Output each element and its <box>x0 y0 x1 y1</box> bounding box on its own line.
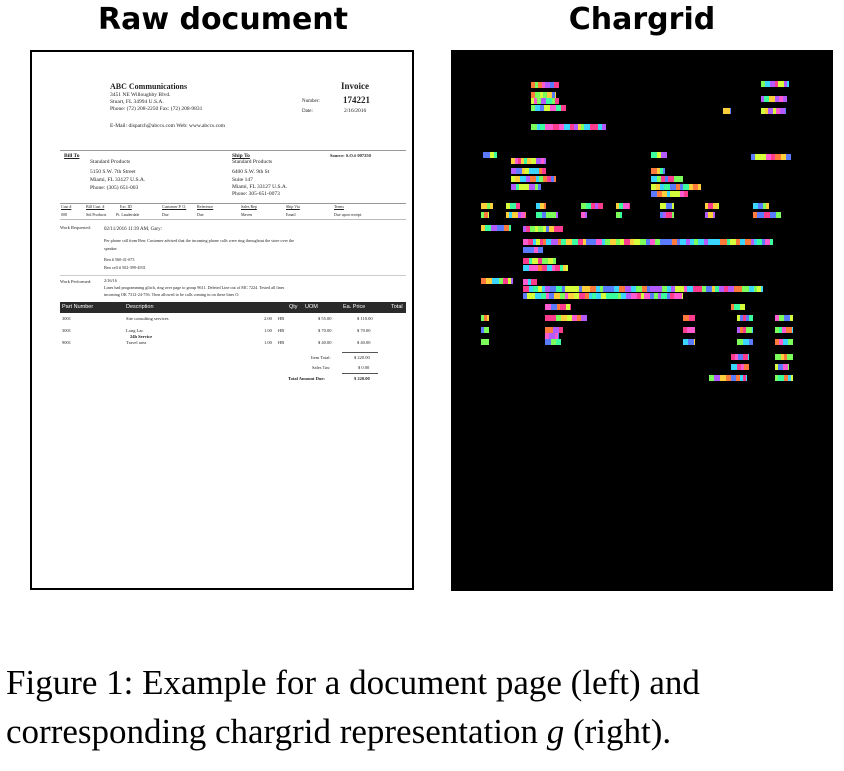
chargrid-cell <box>544 203 546 209</box>
chargrid-cell <box>553 258 556 264</box>
chargrid-cell <box>629 203 630 209</box>
figure-caption <box>6 658 838 756</box>
chargrid-cell <box>487 315 489 321</box>
chargrid-title: Chargrid <box>568 2 716 37</box>
chargrid-cell <box>790 315 793 321</box>
meta-value: 008 <box>61 212 67 217</box>
item-cell: Travel area <box>126 340 147 345</box>
chargrid-cell <box>694 339 695 345</box>
chargrid-cell <box>566 265 568 271</box>
item-cell: 1.00 <box>264 340 272 345</box>
chargrid-cell <box>602 203 603 209</box>
chargrid-cell <box>743 304 745 310</box>
meta-value: Std Products <box>86 212 107 217</box>
bill-to-line: Miami, FL 33127 U.S.A. <box>90 177 146 183</box>
line-items-header <box>60 302 406 313</box>
meta-value: Due <box>162 212 169 217</box>
company-address2: Stuart, FL 34994 U.S.A. <box>110 99 164 105</box>
chargrid-cell <box>509 225 511 231</box>
chargrid-cell <box>783 96 787 102</box>
item-cell: HR <box>278 316 285 321</box>
work-performed-line: Lines had programming glitch, ring over page to group 9611. Deleted Line out of MC 7224. Tested all lines <box>104 285 285 290</box>
chargrid-cell <box>787 354 793 360</box>
chargrid-cell <box>555 98 559 104</box>
work-requested-line: Per phone call from Ben: Customer advised that the incoming phone calls were ring throughout the store over the <box>104 238 295 243</box>
chargrid-cell <box>602 124 606 130</box>
item-total-value: $ 220.00 <box>354 355 370 360</box>
meta-header: Ext. ID <box>120 204 132 209</box>
item-cell: 24h Service <box>130 334 153 339</box>
total-due-value: $ 220.00 <box>354 376 370 381</box>
item-cell: 2.00 <box>264 316 272 321</box>
chargrid-cell <box>692 327 695 333</box>
chargrid-cell <box>792 327 793 333</box>
chargrid-cell <box>538 184 541 190</box>
total-due-label: Total Amount Due: <box>288 376 325 381</box>
work-performed-line: incoming OK 7312-24-756. Then allowed to be calls coming in on these lines O. <box>104 292 240 297</box>
work-requested-line: Ben # 560-41-673 <box>104 257 135 262</box>
meta-value: Pt. Lauderdale <box>116 212 140 217</box>
bill-to-label: Bill To <box>64 153 80 159</box>
column-header: Ea. Price <box>343 304 366 310</box>
company-phone: Phone: (72) 208-2250 Fax: (72) 208-9831 <box>110 106 203 112</box>
raw-document-title: Raw document <box>97 2 349 37</box>
bill-to-line: 5150 S.W. 7th Street <box>90 169 136 175</box>
chargrid-cell <box>718 203 719 209</box>
chargrid-cell <box>672 203 674 209</box>
work-performed-label: Work Performed: <box>60 279 92 284</box>
company-contact: E-Mail: dispatch@abccs.com Web: www.abccs.com <box>110 123 226 129</box>
meta-header: Bill Cust. # <box>86 204 105 209</box>
item-cell: 3001 <box>62 328 71 333</box>
item-cell: 1.00 <box>264 328 272 333</box>
totals-divider <box>342 373 378 374</box>
meta-header: Sales Rep <box>241 204 257 209</box>
chargrid-cell <box>556 339 561 345</box>
chargrid-cell <box>748 354 749 360</box>
chargrid-cell <box>488 212 489 218</box>
bill-to-line: Phone: (305) 651-003 <box>90 185 139 191</box>
chargrid-cell <box>749 339 753 345</box>
chargrid-cell <box>785 108 786 114</box>
item-cell: HR <box>278 328 285 333</box>
chargrid-cell <box>559 327 563 333</box>
item-cell: Long Lac <box>126 328 144 333</box>
item-cell: 9001 <box>62 340 71 345</box>
company-address1: 3451 NE Willoughby Blvd. <box>110 92 171 98</box>
date-label: Date: <box>302 109 313 114</box>
chargrid-cell <box>525 212 526 218</box>
ship-to-line: Phone: 305-651-0073 <box>232 191 280 197</box>
work-requested-line: 02/11/2016 11:39 AM, Gary: <box>104 227 162 232</box>
chargrid-cell <box>484 339 489 345</box>
chargrid-cell <box>554 176 556 182</box>
chargrid-cell <box>788 339 793 345</box>
chargrid-cell <box>663 168 665 174</box>
chargrid-cell <box>585 212 587 218</box>
chargrid-cell <box>698 184 701 190</box>
sales-tax-label: Sales Tax: <box>312 365 331 370</box>
caption-text: corresponding chargrid representation <box>6 712 547 751</box>
chargrid-cell <box>484 327 489 333</box>
totals-divider <box>342 352 378 353</box>
invoice-number: 174221 <box>343 95 370 105</box>
chargrid-cell <box>788 364 789 370</box>
ship-to-label: Ship To <box>232 153 250 159</box>
caption-variable: g <box>546 712 565 751</box>
chargrid-cell <box>682 293 683 299</box>
work-requested-line: speaker. <box>104 246 118 251</box>
meta-value: Due upon receipt <box>334 212 362 217</box>
chargrid-cell <box>672 212 674 218</box>
chargrid-cell <box>744 364 749 370</box>
invoice-date: 2/16/2016 <box>344 108 367 114</box>
chargrid-cell <box>749 315 753 321</box>
sales-tax-value: $ 0.00 <box>358 365 370 370</box>
ship-to-line: Standard Products <box>232 159 273 165</box>
chargrid-cell <box>791 375 793 381</box>
meta-header: Cust # <box>61 204 72 209</box>
header-divider <box>60 150 406 151</box>
item-total-label: Item Total: <box>311 355 331 360</box>
item-cell: 3001 <box>62 316 71 321</box>
chargrid-cell <box>570 304 571 310</box>
chargrid-cell <box>531 279 537 285</box>
column-header: UOM <box>305 304 318 310</box>
ship-to-line: Suite 147 <box>232 177 253 183</box>
chargrid-cell <box>554 82 559 88</box>
chargrid-cell <box>730 108 731 114</box>
item-cell: $ 70.00 <box>357 328 371 333</box>
item-cell: $ 40.00 <box>318 340 332 345</box>
chargrid-cell <box>538 247 543 253</box>
column-header: Qty <box>289 304 298 310</box>
work-requested-label: Work Requested: <box>60 225 92 230</box>
chargrid-cell <box>511 278 513 284</box>
chargrid-cell <box>544 158 546 164</box>
chargrid-cell <box>689 315 695 321</box>
column-header: Description <box>126 304 154 310</box>
number-label: Number: <box>302 99 320 104</box>
chargrid-cell <box>766 203 769 209</box>
meta-value: Due <box>197 212 204 217</box>
chargrid-cell <box>679 176 683 182</box>
chargrid-cell <box>746 375 747 381</box>
chargrid-cell <box>490 203 493 209</box>
meta-divider <box>60 203 406 204</box>
chargrid-cell <box>787 81 789 87</box>
work-performed-line: 2/16/16 <box>104 278 117 283</box>
company-name: ABC Communications <box>110 82 188 91</box>
caption-text: (right). <box>564 712 672 751</box>
meta-header: Reference <box>197 204 214 209</box>
chargrid-panel <box>451 50 833 591</box>
chargrid-cell <box>494 152 497 158</box>
item-cell: Site consulting services <box>126 316 169 321</box>
caption-line: Figure 1: Example for a document page (left) and <box>6 663 700 702</box>
item-cell: $ 40.00 <box>357 340 371 345</box>
work-divider <box>60 275 406 276</box>
source-reference: Source: S.O.# 007250 <box>330 153 371 158</box>
column-header: Total <box>391 304 403 310</box>
work-requested-line: Ben cell # 502-399-4931 <box>104 265 146 270</box>
meta-value: Email <box>286 212 296 217</box>
item-cell: $ 70.00 <box>318 328 332 333</box>
item-cell: $ 110.00 <box>357 316 373 321</box>
meta-bottom-divider <box>60 219 406 220</box>
bill-to-line: Standard Products <box>90 159 131 165</box>
meta-value: Maven <box>241 212 253 217</box>
chargrid-cell <box>752 327 753 333</box>
chargrid-cell <box>516 203 520 209</box>
item-cell: $ 55.00 <box>318 316 332 321</box>
raw-document-page <box>30 50 414 590</box>
column-header: Part Number <box>62 304 94 310</box>
meta-header: Terms <box>334 204 344 209</box>
chargrid-cell <box>542 168 546 174</box>
ship-to-line: 6400 S.W. 9th St <box>232 169 270 175</box>
chargrid-cell <box>713 212 715 218</box>
chargrid-cell <box>560 226 563 232</box>
chargrid-cell <box>561 105 566 111</box>
chargrid-cell <box>776 212 781 218</box>
chargrid-cell <box>684 191 688 197</box>
chargrid-cell <box>556 212 558 218</box>
chargrid-cell <box>786 154 791 160</box>
chargrid-cell <box>620 212 622 218</box>
meta-header: Customer P. O. <box>162 204 187 209</box>
caption-line <box>6 707 838 756</box>
ship-to-line: Miami, FL 33127 U.S.A. <box>232 184 288 190</box>
chargrid-cell <box>661 152 667 158</box>
document-type: Invoice <box>341 81 369 91</box>
chargrid-cell <box>581 315 587 321</box>
chargrid-cell <box>761 286 763 292</box>
item-cell: HR <box>278 340 285 345</box>
chargrid-cell <box>770 239 773 245</box>
meta-header: Ship Via <box>286 204 300 209</box>
